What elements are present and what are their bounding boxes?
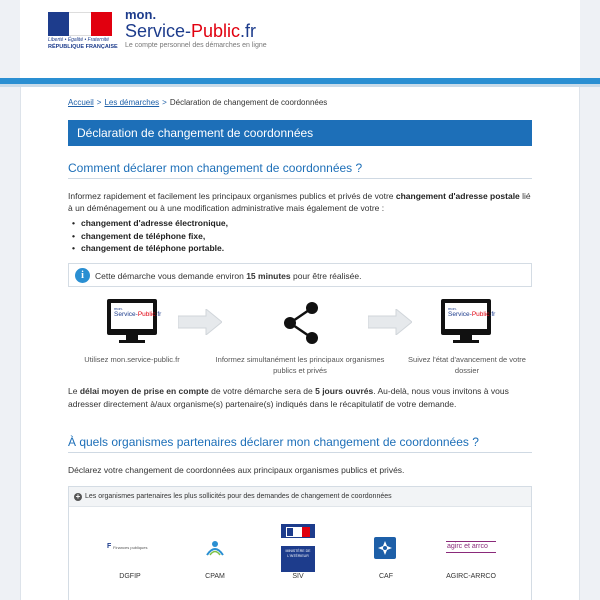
partners-intro: Déclarez votre changement de coordonnées aux principaux organismes publics et privés.	[68, 465, 405, 475]
caf-logo[interactable]	[374, 537, 396, 559]
info-icon: i	[75, 268, 90, 283]
section-divider	[68, 452, 532, 453]
dgfip-logo[interactable]: F Finances publiques	[107, 543, 148, 550]
step-label-use: Utilisez mon.service-public.fr	[84, 355, 180, 364]
section-divider	[68, 178, 532, 179]
breadcrumb-separator: >	[162, 98, 167, 107]
brand-name: Service-Public.fr	[125, 21, 257, 41]
changes-list	[72, 217, 228, 255]
rf-name: RÉPUBLIQUE FRANÇAISE	[48, 44, 118, 50]
partner-name-siv: SIV	[292, 573, 304, 580]
step-label-inform: Informez simultanément les principaux organismes publics et privés	[215, 355, 385, 375]
expand-icon[interactable]: +	[75, 492, 81, 501]
partner-name-dgfip: DGFIP	[119, 573, 141, 580]
breadcrumb	[68, 98, 327, 107]
partner-name-agirc-arrco: AGIRC-ARRCO	[446, 573, 496, 580]
share-icon	[281, 300, 321, 346]
breadcrumb-home-link[interactable]: Accueil	[68, 98, 94, 107]
step-label-follow: Suivez l'état d'avancement de votre dossier	[408, 355, 526, 375]
breadcrumb-separator: >	[96, 98, 102, 107]
marianne-flag-icon	[48, 12, 112, 36]
rf-motto: Liberté • Égalité • Fraternité	[48, 37, 110, 43]
brand-mon: mon.	[125, 7, 157, 22]
partner-name-caf: CAF	[379, 573, 393, 580]
breadcrumb-current: Déclaration de changement de coordonnées	[169, 98, 328, 107]
arrow-right-icon	[178, 309, 222, 335]
section-heading-partners: À quels organismes partenaires déclarer mon changement de coordonnées ?	[68, 435, 479, 449]
list-item: • changement de téléphone fixe,	[72, 230, 228, 243]
cpam-logo[interactable]	[205, 539, 225, 557]
list-item: • changement d'adresse électronique,	[72, 217, 228, 230]
duration-info-text: Cette démarche vous demande environ 15 minutes pour être réalisée.	[95, 271, 362, 281]
breadcrumb-demarches-link[interactable]: Les démarches	[104, 98, 160, 107]
partners-panel-header[interactable]	[69, 487, 531, 507]
brand-tagline: Le compte personnel des démarches en ligne	[125, 42, 267, 49]
intro-paragraph: Informez rapidement et facilement les principaux organismes publics et privés de votre changement d'adresse postale lié à un déménagement ou à une modification administrative mais également de votre :	[68, 191, 531, 213]
partners-panel-title: Les organismes partenaires les plus sollicités pour des demandes de changement de coordonnées	[85, 493, 392, 500]
agirc-arrco-logo[interactable]: agirc et arrco	[446, 541, 496, 553]
republique-francaise-logo[interactable]	[48, 12, 118, 52]
delay-paragraph: Le délai moyen de prise en compte de votre démarche sera de 5 jours ouvrés. Au-delà, nous vous invitons à vous adresser directement à/aux organisme(s) partenaire(s) indiqués dans le récapitulatif de votre demande.	[68, 386, 509, 409]
monitor-icon: mon. Service-Public.fr	[441, 299, 491, 345]
page-title: Déclaration de changement de coordonnées	[68, 120, 532, 146]
partners-panel	[68, 486, 532, 600]
arrow-right-icon	[368, 309, 412, 335]
header-stripe-light	[0, 84, 600, 87]
section-heading-how: Comment déclarer mon changement de coordonnées ?	[68, 161, 363, 175]
monitor-icon: mon. Service-Public.fr	[107, 299, 157, 345]
partner-name-cpam: CPAM	[205, 573, 225, 580]
duration-info-box	[68, 263, 532, 287]
service-public-logo[interactable]	[125, 8, 267, 49]
list-item: • changement de téléphone portable.	[72, 242, 228, 255]
siv-ministere-logo[interactable]: MINISTÈRE DE L'INTÉRIEUR	[281, 524, 315, 572]
